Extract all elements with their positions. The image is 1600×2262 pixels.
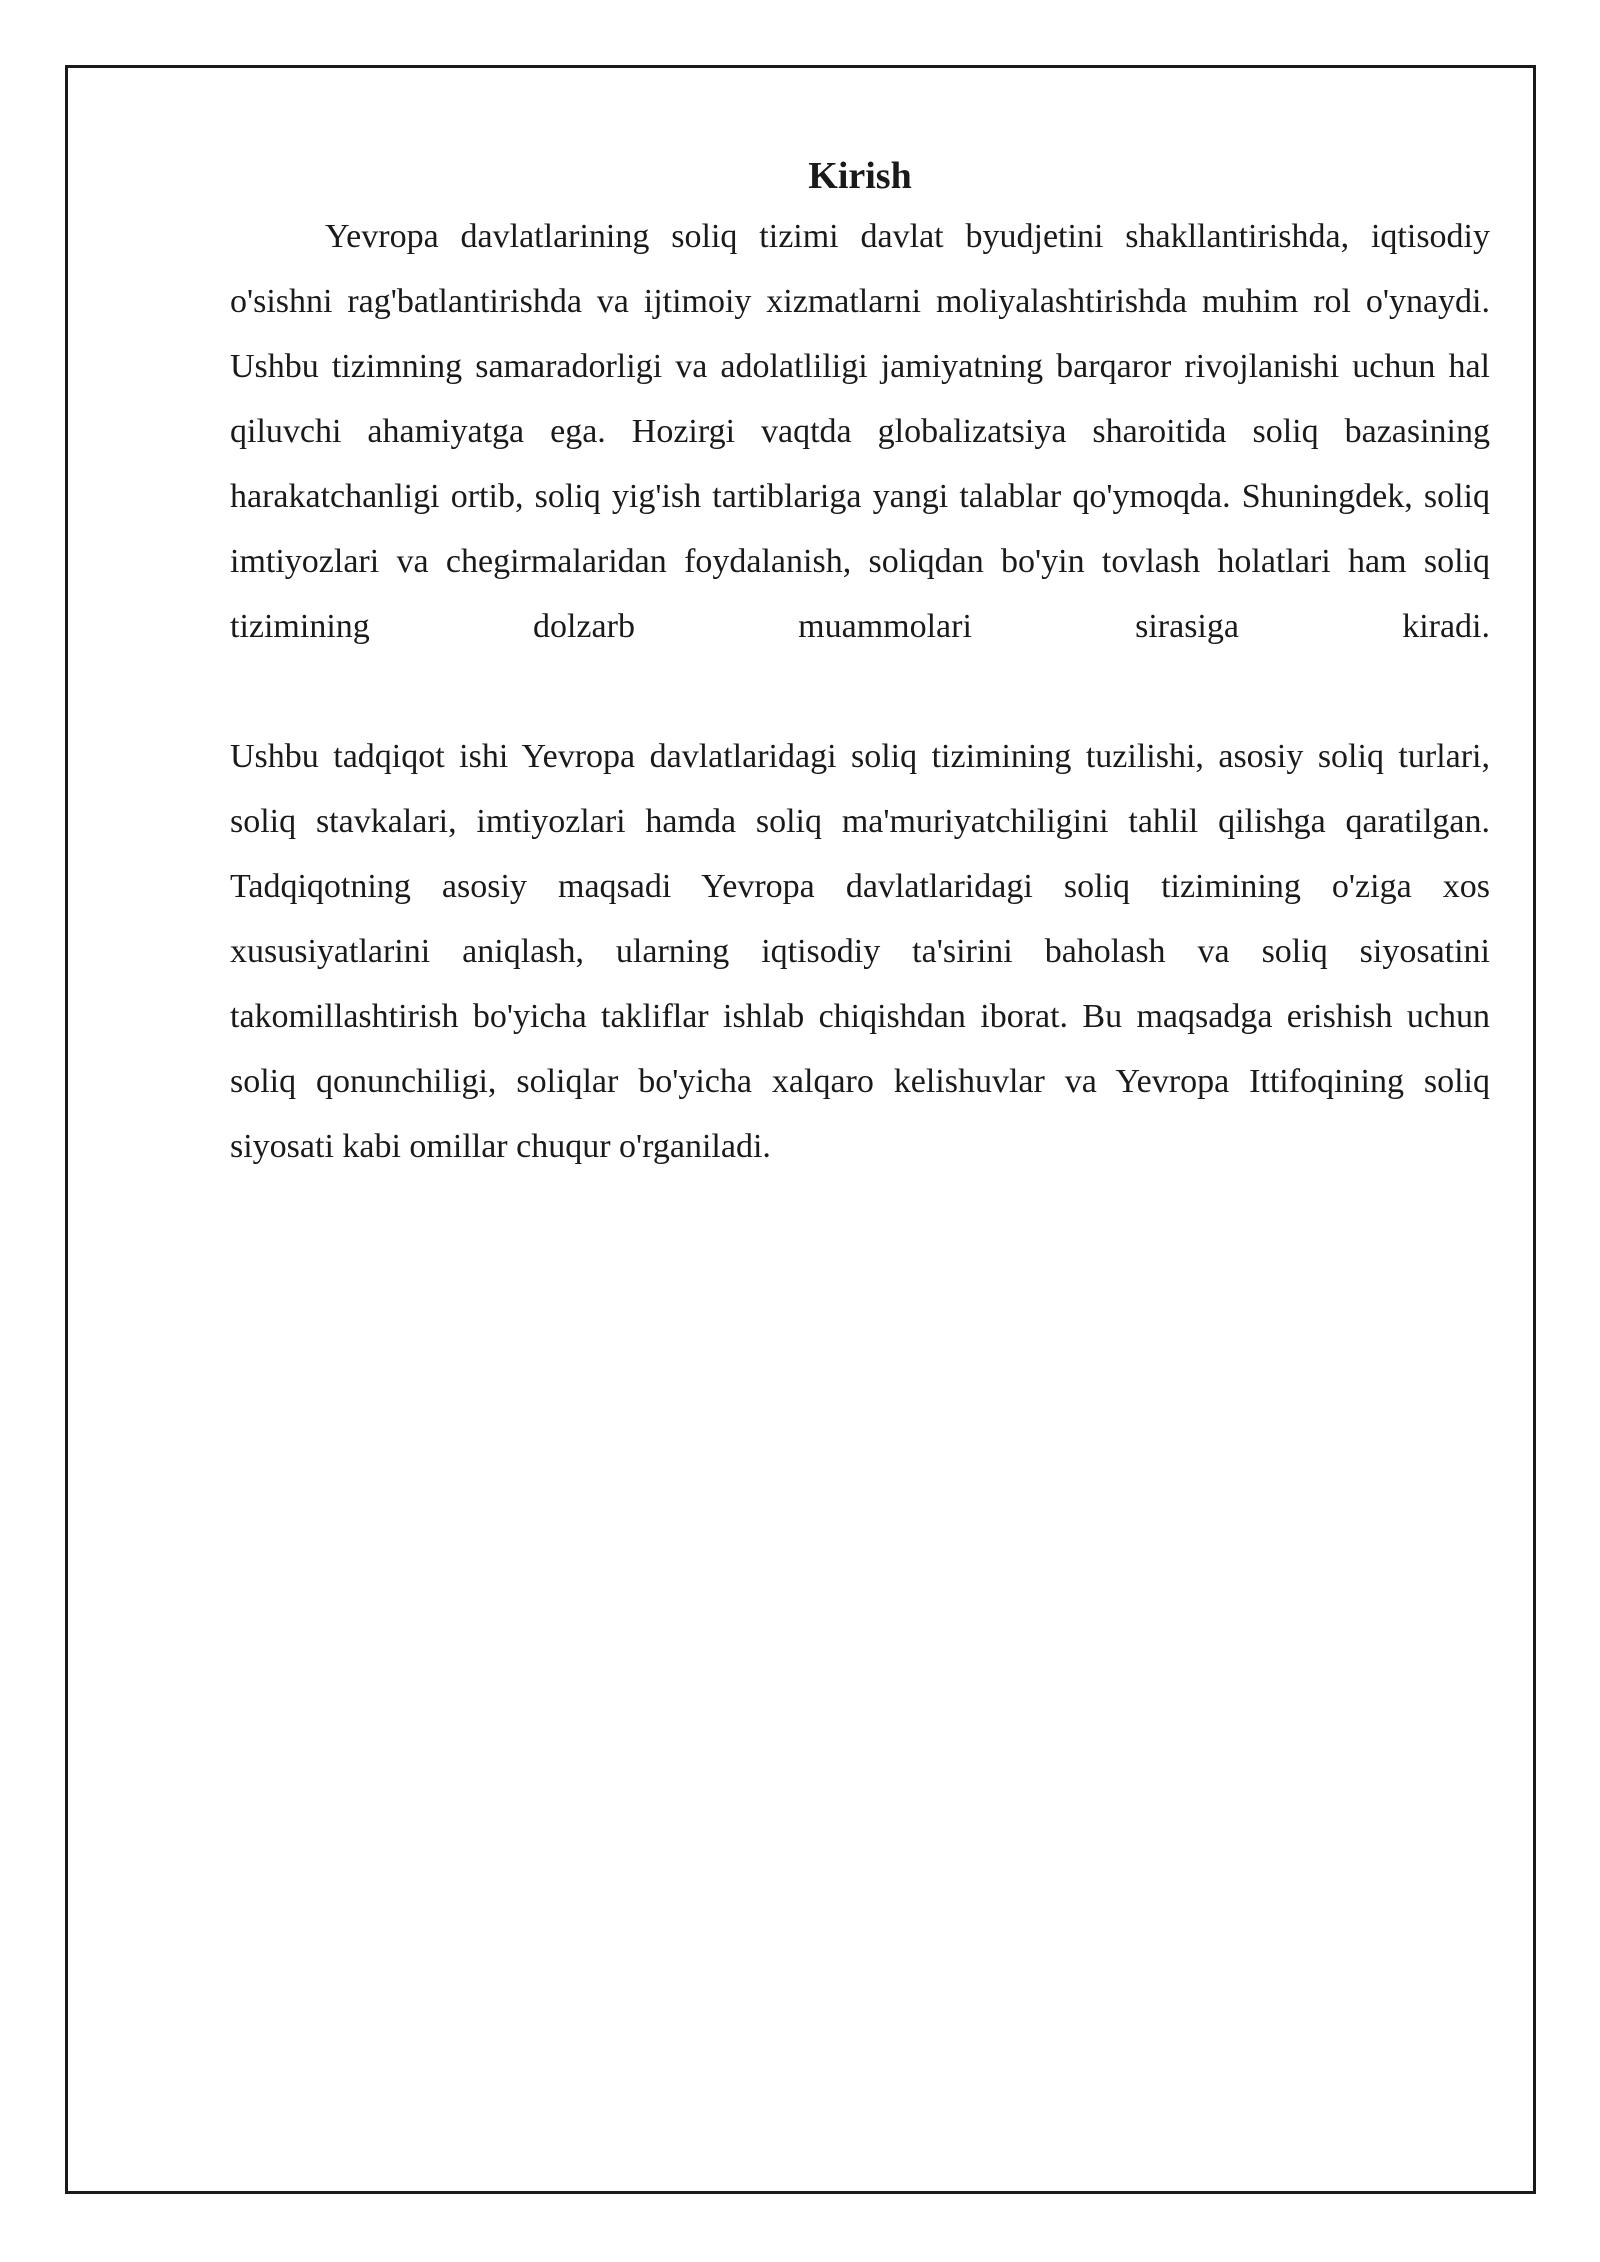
paragraph-spacer [230,659,1490,724]
document-title: Kirish [808,155,912,197]
document-body [230,148,1490,1179]
paragraph-intro: Yevropa davlatlarining soliq tizimi davlat byudjetini shakllantirishda, iqtisodiy o'sishni rag'batlantirishda va ijtimoiy xizmatlarni moliyalashtirishda muhim rol o'ynaydi. Ushbu tizimning samaradorligi va adolatliligi jamiyatning barqaror rivojlanishi uchun hal qiluvchi ahamiyatga ega. Hozirgi vaqtda globalizatsiya sharoitida soliq bazasining harakatchanligi ortib, soliq yig'ish tartiblariga yangi talablar qo'ymoqda. Shuningdek, soliq imtiyozlari va chegirmalaridan foydalanish, soliqdan bo'yin tovlash holatlari ham soliq tizimining dolzarb muammolari sirasiga kiradi. [230,218,1490,645]
paragraph-research-goal: Ushbu tadqiqot ishi Yevropa davlatlaridagi soliq tizimining tuzilishi, asosiy soliq turlari, soliq stavkalari, imtiyozlari hamda soliq ma'muriyatchiligini tahlil qilishga qaratilgan. Tadqiqotning asosiy maqsadi Yevropa davlatlaridagi soliq tizimining o'ziga xos xususiyatlarini aniqlash, ularning iqtisodiy ta'sirini baholash va soliq siyosatini takomillashtirish bo'yicha takliflar ishlab chiqishdan iborat. Bu maqsadga erishish uchun soliq qonunchiligi, soliqlar bo'yicha xalqaro kelishuvlar va Yevropa Ittifoqining soliq siyosati kabi omillar chuqur o'rganiladi. [230,738,1490,1165]
